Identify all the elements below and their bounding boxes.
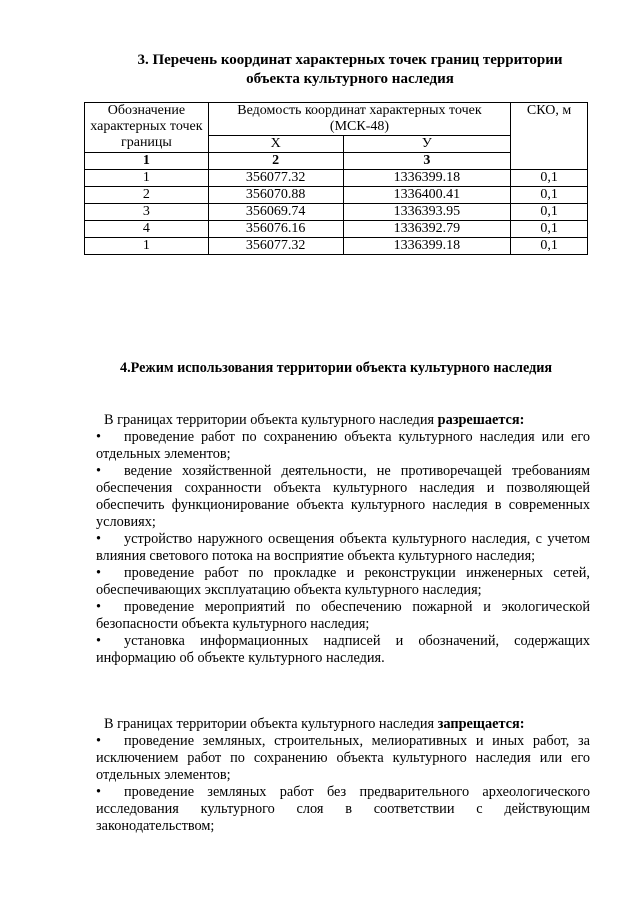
forbidden-intro-text: В границах территории объекта культурного наследия: [104, 716, 438, 732]
table-row: [85, 238, 588, 255]
point-id-cell: 2: [85, 187, 209, 204]
list-item-text: проведение земляных работ без предварительного археологического исследования культурного слоя в соответствии с действующим законодательством;: [96, 784, 590, 834]
y-cell: 1336399.18: [343, 170, 511, 187]
header-x: Х: [208, 136, 343, 153]
list-item: [96, 565, 590, 599]
list-item-text: проведение мероприятий по обеспечению пожарной и экологической безопасности объекта культурного наследия;: [96, 599, 590, 632]
list-item-text: проведение работ по сохранению объекта культурного наследия или его отдельных элементов;: [96, 429, 590, 462]
section-4-title: 4.Режим использования территории объекта культурного наследия: [120, 360, 553, 376]
point-id-cell: 3: [85, 204, 209, 221]
forbidden-intro-keyword: запрещается:: [437, 716, 525, 732]
list-item-text: установка информационных надписей и обозначений, содержащих информацию об объекте культурного наследия.: [96, 633, 590, 666]
bullet-icon: •: [96, 463, 102, 479]
point-id-cell: 1: [85, 238, 209, 255]
bullet-icon: •: [96, 565, 102, 581]
bullet-icon: •: [96, 784, 102, 800]
list-item-text: проведение земляных, строительных, мелиоративных и иных работ, за исключением работ по сохранению объекта культурного наследия или его отдельных элементов;: [96, 733, 590, 783]
table-header-row: [85, 103, 588, 136]
rmse-cell: 0,1: [511, 170, 588, 187]
table-row: [85, 204, 588, 221]
list-item: [96, 463, 590, 531]
allowed-intro: [96, 412, 590, 429]
allowed-section: [96, 412, 590, 667]
bullet-icon: •: [96, 429, 102, 445]
numbering-cell: 3: [343, 153, 511, 170]
x-cell: 356070.88: [208, 187, 343, 204]
rmse-cell: 0,1: [511, 238, 588, 255]
x-cell: 356077.32: [208, 238, 343, 255]
list-item: [96, 429, 590, 463]
rmse-cell: 0,1: [511, 221, 588, 238]
point-id-cell: 1: [85, 170, 209, 187]
rmse-cell: 0,1: [511, 187, 588, 204]
allowed-intro-text: В границах территории объекта культурного наследия: [104, 412, 438, 428]
x-cell: 356076.16: [208, 221, 343, 238]
section-3-title-line-1: 3. Перечень координат характерных точек границ территории: [137, 52, 563, 68]
forbidden-section: [96, 716, 590, 835]
forbidden-intro: [96, 716, 590, 733]
numbering-cell: 1: [85, 153, 209, 170]
point-id-cell: 4: [85, 221, 209, 238]
list-item: [96, 531, 590, 565]
y-cell: 1336399.18: [343, 238, 511, 255]
header-rmse: СКО, м: [511, 103, 588, 170]
rmse-cell: 0,1: [511, 204, 588, 221]
numbering-cell: 2: [208, 153, 343, 170]
list-item: [96, 733, 590, 784]
table-row: [85, 170, 588, 187]
list-item-text: проведение работ по прокладке и реконструкции инженерных сетей, обеспечивающих эксплуатацию объекта культурного наследия;: [96, 565, 590, 598]
header-point-designation: Обозначение характерных точек границы: [85, 103, 209, 153]
coordinates-table: [84, 102, 588, 255]
bullet-icon: •: [96, 733, 102, 749]
list-item-text: ведение хозяйственной деятельности, не противоречащей требованиям обеспечения сохранности объекта культурного наследия и позволяющей обеспечить функционирование объекта культурного наследия в современных условиях;: [96, 463, 590, 530]
list-item: [96, 784, 590, 835]
list-item: [96, 633, 590, 667]
y-cell: 1336392.79: [343, 221, 511, 238]
section-3-title: [90, 51, 610, 89]
x-cell: 356077.32: [208, 170, 343, 187]
section-3-title-line-2: объекта культурного наследия: [246, 71, 454, 87]
allowed-intro-keyword: разрешается:: [437, 412, 525, 428]
bullet-icon: •: [96, 633, 102, 649]
list-item-text: устройство наружного освещения объекта культурного наследия, с учетом влияния светового потока на восприятие объекта культурного наследия;: [96, 531, 590, 564]
bullet-icon: •: [96, 531, 102, 547]
list-item: [96, 599, 590, 633]
header-coordinates: Ведомость координат характерных точек (МСК-48): [208, 103, 510, 136]
table-row: [85, 187, 588, 204]
header-y: У: [343, 136, 511, 153]
x-cell: 356069.74: [208, 204, 343, 221]
y-cell: 1336393.95: [343, 204, 511, 221]
table-row: [85, 221, 588, 238]
bullet-icon: •: [96, 599, 102, 615]
y-cell: 1336400.41: [343, 187, 511, 204]
